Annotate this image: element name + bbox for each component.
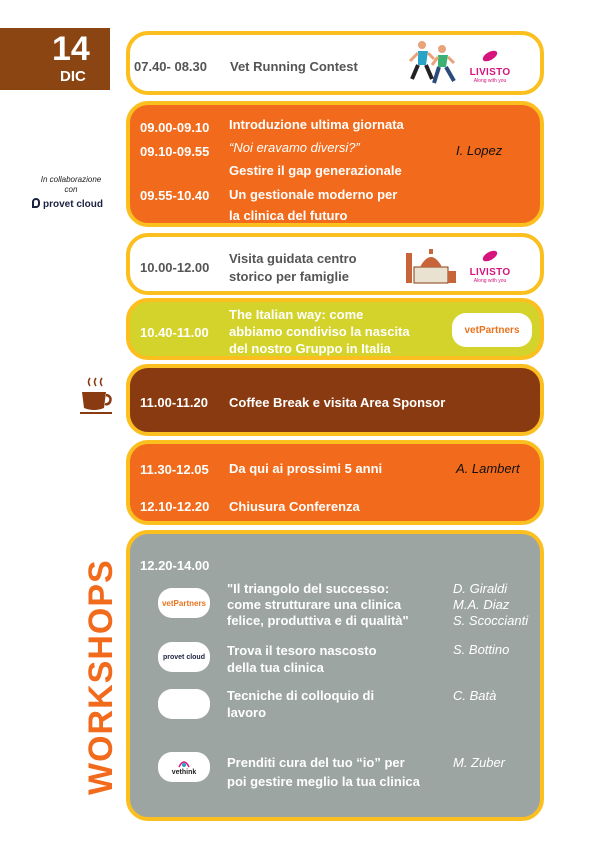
date-badge [0,28,110,90]
running-time: 07.40- 08.30 [134,59,208,74]
workshop3-line2: lavoro [227,705,267,720]
livisto-tagline: Along with you [473,78,507,84]
closing1-speaker: A. Lambert [456,461,520,476]
livisto-tagline: Along with you [473,278,507,284]
workshop3-speaker: C. Batà [453,688,497,703]
closing1-time: 11.30-12.05 [140,462,209,477]
italian-way-card [126,298,544,360]
workshop2-line2: della tua clinica [227,660,324,675]
livisto-logo-icon [466,249,514,284]
blank-logo-placeholder [158,689,210,719]
workshops-card [126,530,544,821]
coffee-time: 11.00-11.20 [140,395,208,410]
workshop4-line2: poi gestire meglio la tua clinica [227,774,420,789]
italian-line3: del nostro Gruppo in Italia [229,341,391,356]
session2-time: 09.10-09.55 [140,144,210,159]
workshop1-speaker2: M.A. Diaz [453,597,510,612]
running-contest-card [126,31,544,95]
workshop4-speaker: M. Zuber [453,755,506,770]
workshop1-speaker3: S. Scoccianti [453,613,529,628]
guided-visit-card [126,233,544,295]
collab-line1: In collaborazione [40,175,102,184]
workshops-time: 12.20-14.00 [140,558,210,573]
vethink-mark-icon [177,759,191,769]
florence-duomo-icon [402,245,458,287]
livisto-mark-icon [481,50,499,62]
livisto-mark-icon [481,250,499,262]
closing2-title: Chiusura Conferenza [229,499,360,514]
workshop1-speaker1: D. Giraldi [453,581,508,596]
vetpartners-logo [452,313,532,347]
session3-time: 09.55-10.40 [140,188,210,203]
morning-sessions-card [126,101,544,227]
visit-line2: storico per famiglie [229,269,349,284]
vetpartners-text: vetPartners [161,598,207,608]
workshop3-line1: Tecniche di colloquio di [227,688,375,703]
italian-time: 10.40-11.00 [140,325,209,340]
session3-line2: la clinica del futuro [229,208,348,223]
workshop4-line1: Prenditi cura del tuo “io” per [227,755,405,770]
workshop2-line1: Trova il tesoro nascosto [227,643,377,658]
collaboration-note [28,175,114,195]
provet-cloud-logo [32,198,103,210]
session1-title: Introduzione ultima giornata [229,117,404,132]
running-title: Vet Running Contest [230,59,358,74]
italian-line1: The Italian way: come [229,307,364,322]
vetpartners-logo [158,588,210,618]
date-day: 14 [52,30,90,68]
workshop1-line3: felice, produttiva e di qualità" [227,613,409,628]
session2-quote: “Noi eravamo diversi?” [229,140,360,155]
closing-card [126,440,544,525]
provet-brand: provet cloud [43,199,104,210]
provet-cloud-icon [32,198,40,208]
session2-title: Gestire il gap generazionale [229,163,402,178]
session3-line1: Un gestionale moderno per [229,187,398,202]
italian-line2: abbiamo condiviso la nascita [229,324,410,339]
closing2-time: 12.10-12.20 [140,499,210,514]
workshops-label: WORKSHOPS [82,559,120,795]
provet-brand: provet cloud [162,653,205,661]
runners-icon [404,39,460,89]
workshop1-line2: come strutturare una clinica [227,597,402,612]
livisto-name: LIVISTO [469,67,511,78]
session2-speaker: I. Lopez [456,143,503,158]
collab-line2: con [64,185,78,194]
coffee-cup-icon [78,376,114,416]
visit-line1: Visita guidata centro [229,251,357,266]
closing1-title: Da qui ai prossimi 5 anni [229,461,383,476]
session1-time: 09.00-09.10 [140,120,210,135]
visit-time: 10.00-12.00 [140,260,210,275]
vethink-logo-icon [158,752,210,782]
livisto-logo-icon [466,49,514,84]
date-month: DIC [60,68,86,85]
coffee-break-card [126,364,544,436]
provet-cloud-logo [158,642,210,672]
workshop1-line1: "Il triangolo del successo: [227,581,390,596]
vetpartners-text: vetPartners [464,324,520,336]
livisto-name: LIVISTO [469,267,511,278]
workshop2-speaker: S. Bottino [453,642,510,657]
vethink-text: vethink [171,768,197,776]
coffee-title: Coffee Break e visita Area Sponsor [229,395,446,410]
